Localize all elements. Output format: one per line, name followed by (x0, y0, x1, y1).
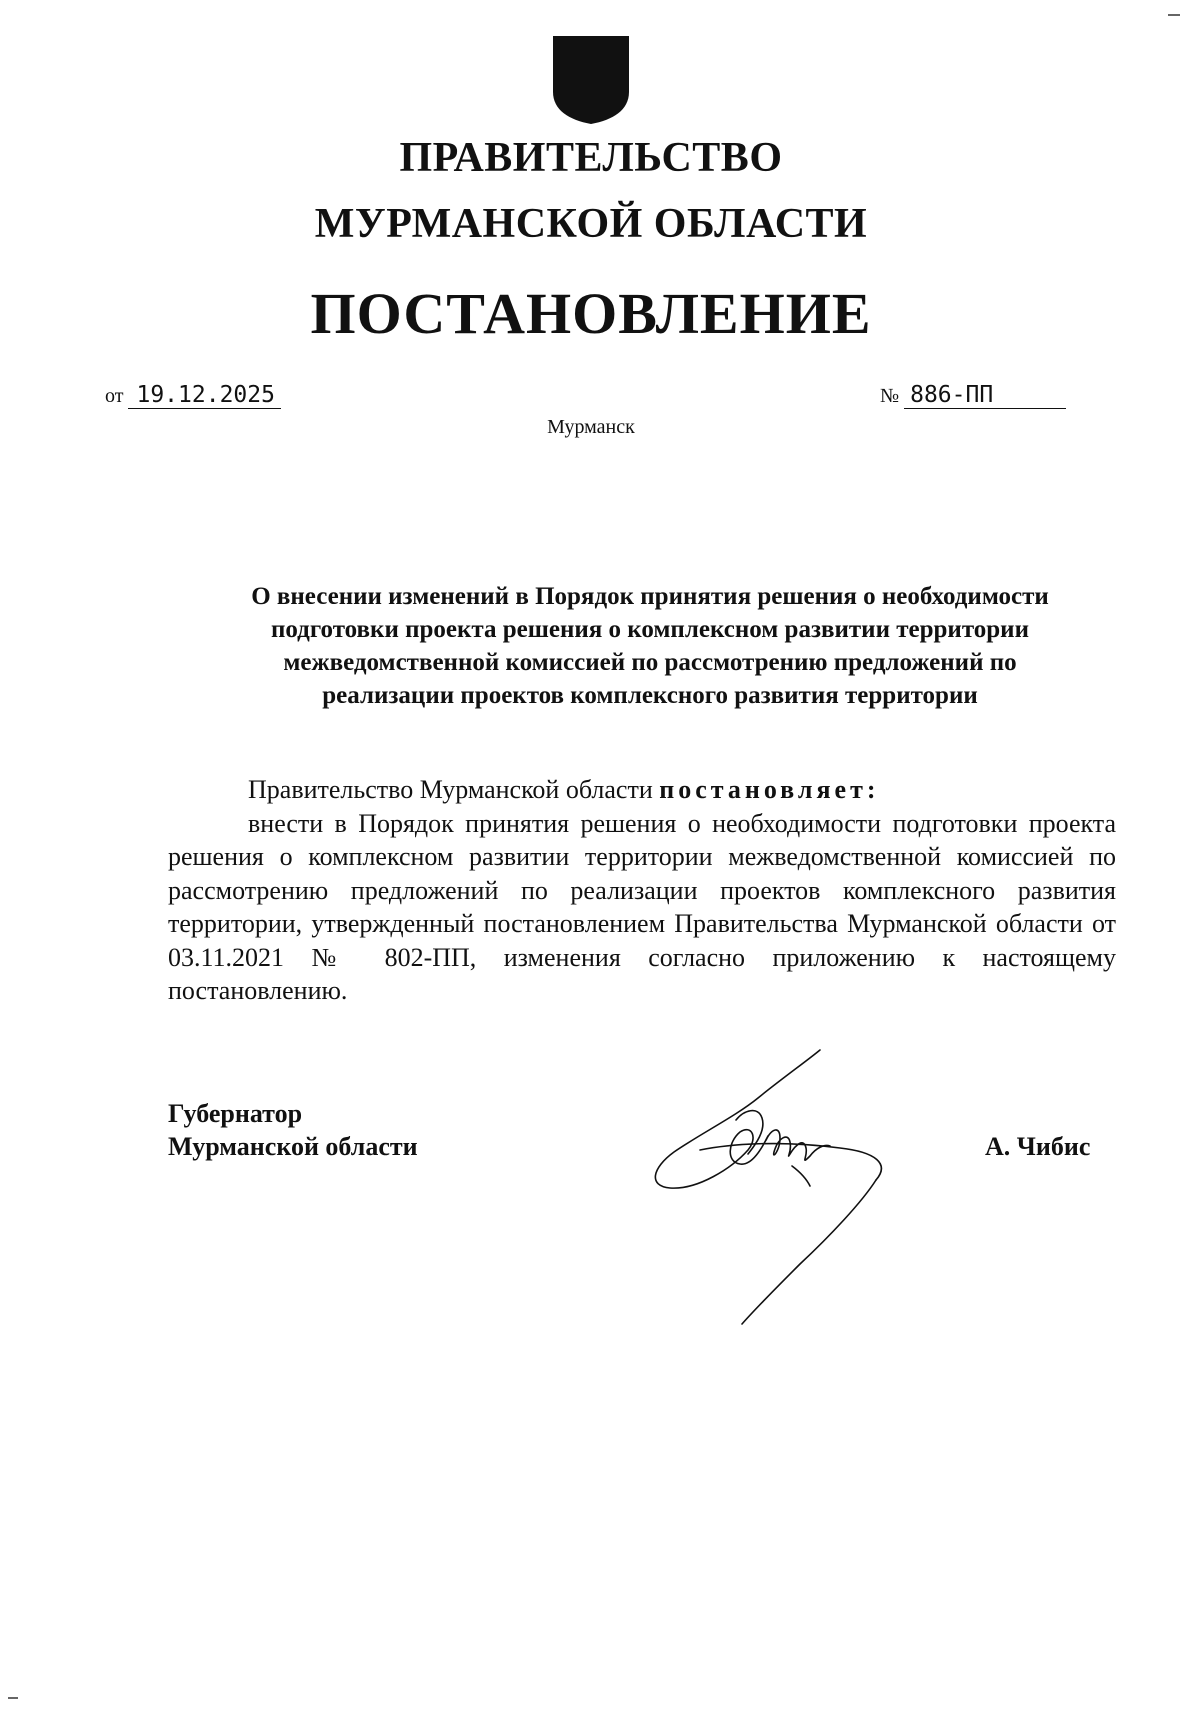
scan-speck (8, 1697, 18, 1699)
number-row (880, 384, 1066, 409)
scan-speck (1168, 14, 1180, 16)
intro-text: Правительство Мурманской области (248, 775, 653, 804)
signer-position (168, 1097, 418, 1163)
signer-position-line1: Губернатор (168, 1099, 303, 1128)
subject-line: О внесении изменений в Порядок принятия решения о необходимости (251, 583, 1049, 610)
resolution-intro (168, 773, 1116, 807)
signer-name: А. Чибис (985, 1132, 1091, 1161)
document-type-title: ПОСТАНОВЛЕНИЕ (310, 281, 872, 346)
document-date: 19.12.2025 (128, 384, 280, 409)
document-number: 886-ПП (904, 384, 1066, 409)
resolution-keyword: постановляет: (659, 775, 880, 804)
document-subject (150, 580, 1150, 712)
subject-line: подготовки проекта решения о комплексном развитии территории (271, 616, 1029, 643)
handwritten-signature (640, 1040, 900, 1330)
date-prefix: от (105, 385, 124, 407)
coat-of-arms-emblem (551, 34, 631, 126)
subject-line: реализации проектов комплексного развития территории (322, 682, 978, 709)
number-prefix: № (880, 385, 900, 407)
city-name: Мурманск (547, 416, 635, 438)
date-row (105, 384, 281, 409)
subject-line: межведомственной комиссией по рассмотрению предложений по (283, 649, 1017, 676)
document-body (168, 773, 1116, 1008)
org-name-line2: МУРМАНСКОЙ ОБЛАСТИ (314, 201, 868, 247)
signer-position-line2: Мурманской области (168, 1132, 418, 1161)
org-name-line1: ПРАВИТЕЛЬСТВО (399, 135, 783, 181)
resolution-paragraph: внести в Порядок принятия решения о необходимости подготовки проекта решения о комплексном развитии территории межведомственной комиссией по рассмотрению предложений по реализации проектов комплексного развития территории, утвержденный постановлением Правительства Мурманской области от 03.11.2021 № 802-ПП, изменения согласно приложению к настоящему постановлению. (168, 808, 1116, 1005)
